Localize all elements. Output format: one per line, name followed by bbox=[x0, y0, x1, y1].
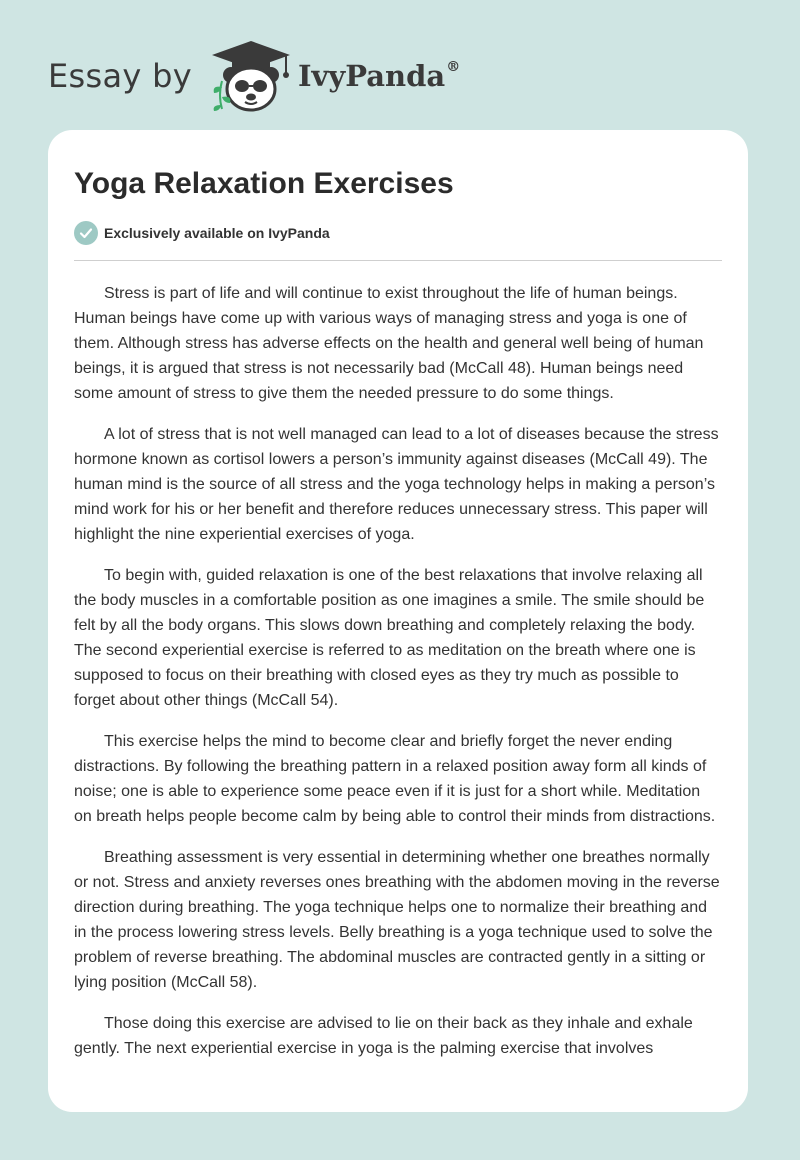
ivypanda-logo-icon[interactable] bbox=[208, 39, 294, 113]
exclusive-label: Exclusively available on IvyPanda bbox=[104, 225, 330, 241]
paragraph: This exercise helps the mind to become clear and briefly forget the never ending distractions. By following the breathing pattern in a relaxed position away form all kinds of noise; one is able to experience some peace even if it is just for a short while. Meditation on breath helps people become calm by being able to control their minds from distractions. bbox=[74, 733, 716, 825]
paragraph: Those doing this exercise are advised to lie on their back as they inhale and exhale gently. The next experiential exercise in yoga is the palming exercise that involves bbox=[74, 1015, 693, 1057]
article-card bbox=[48, 130, 748, 1112]
paragraph: Breathing assessment is very essential in determining whether one breathes normally or not. Stress and anxiety reverses ones breathing with the abdomen moving in the reverse direction during breathing. The yoga technique helps one to normalize their breathing and in the process lowering stress levels. Belly breathing is a yoga technique used to solve the problem of reverse breathing. The abdominal muscles are contracted gently in a sitting or lying position (McCall 58). bbox=[74, 849, 720, 991]
paragraph: Stress is part of life and will continue to exist throughout the life of human beings. Human beings have come up with various ways of managing stress and yoga is one of them. Although stress has adverse effects on the health and general well being of human beings, it is argued that stress is not necessarily bad (McCall 48). Human beings need some amount of stress to give them the needed pressure to do some things. bbox=[74, 285, 704, 402]
article-body bbox=[74, 281, 722, 1061]
essay-by-label: Essay by bbox=[48, 57, 192, 95]
site-header bbox=[48, 36, 460, 116]
title-divider bbox=[74, 260, 722, 261]
registered-mark: ® bbox=[446, 59, 461, 75]
article-title: Yoga Relaxation Exercises bbox=[74, 167, 454, 200]
brand-name[interactable]: IvyPanda® bbox=[297, 59, 461, 93]
exclusive-badge bbox=[74, 220, 722, 246]
paragraph: To begin with, guided relaxation is one of the best relaxations that involve relaxing all the body muscles in a comfortable position as one imagines a smile. The smile should be felt by all the body organs. This slows down breathing and completely relaxing the body. The second experiential exercise is referred to as meditation on the breath where one is supposed to focus on their breathing with closed eyes as they try much as possible to forget about other things (McCall 54). bbox=[74, 567, 705, 709]
check-circle-icon bbox=[74, 221, 98, 245]
paragraph: A lot of stress that is not well managed can lead to a lot of diseases because the stress hormone known as cortisol lowers a person’s immunity against diseases (McCall 49). The human mind is the source of all stress and the yoga technology helps in making a person’s mind work for his or her benefit and therefore reduces unnecessary stress. This paper will highlight the nine experiential exercises of yoga. bbox=[74, 426, 719, 543]
